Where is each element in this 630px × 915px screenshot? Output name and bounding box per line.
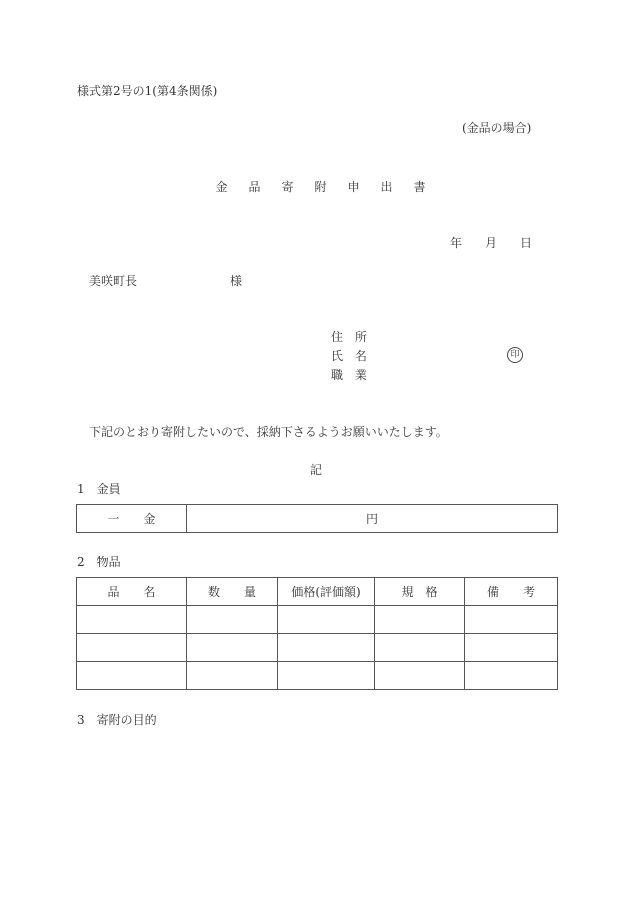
yen-unit: 円 [365,512,378,526]
col-quantity: 数 量 [187,578,278,606]
body-text: 下記のとおり寄附したいので、採納下さるようお願いいたします。 [89,425,448,439]
cell-item-name[interactable] [77,634,187,662]
title-char: 出 [380,180,393,194]
cell-item-name[interactable] [77,606,187,634]
form-number: 様式第2号の1(第4条関係) [77,84,218,98]
col-remarks: 備 考 [465,578,558,606]
table-row [77,662,558,690]
cell-quantity[interactable] [187,634,278,662]
table-row [77,606,558,634]
date-month: 月 [485,236,498,250]
seal-icon: 印 [507,347,523,363]
cell-item-name[interactable] [77,662,187,690]
document-title [205,179,436,195]
col-spec: 規 格 [375,578,465,606]
cell-price[interactable] [278,634,375,662]
cell-spec[interactable] [375,662,465,690]
date-day: 日 [520,236,533,250]
name-label: 氏 名 [331,349,371,363]
occupation-label: 職 業 [331,368,371,382]
money-label: 一 金 [77,505,187,533]
cell-remarks[interactable] [465,606,558,634]
cell-spec[interactable] [375,634,465,662]
section2-heading: 2 物品 [77,555,121,569]
section1-heading: 1 金員 [77,482,121,496]
money-table [76,504,558,533]
title-char: 寄 [281,180,294,194]
cell-remarks[interactable] [465,634,558,662]
table-header-row [77,578,558,606]
addressee-name: 美咲町長 [89,274,138,288]
col-item-name: 品 名 [77,578,187,606]
note-heading: 記 [310,463,323,477]
table-row [77,505,558,533]
cell-spec[interactable] [375,606,465,634]
cell-quantity[interactable] [187,662,278,690]
title-char: 品 [248,180,261,194]
date-year: 年 [450,236,463,250]
money-amount-cell[interactable] [187,505,558,533]
addressee-honorific: 様 [230,274,243,288]
table-row [77,634,558,662]
goods-table [76,577,558,690]
col-price: 価格(評価額) [278,578,375,606]
title-char: 書 [413,180,426,194]
title-char: 附 [314,180,327,194]
title-char: 金 [215,180,228,194]
section3-heading: 3 寄附の目的 [77,713,157,727]
case-note: (金品の場合) [462,121,532,135]
cell-price[interactable] [278,606,375,634]
title-char: 申 [347,180,360,194]
cell-quantity[interactable] [187,606,278,634]
address-label: 住 所 [331,330,371,344]
cell-price[interactable] [278,662,375,690]
applicant-labels [331,328,371,385]
cell-remarks[interactable] [465,662,558,690]
